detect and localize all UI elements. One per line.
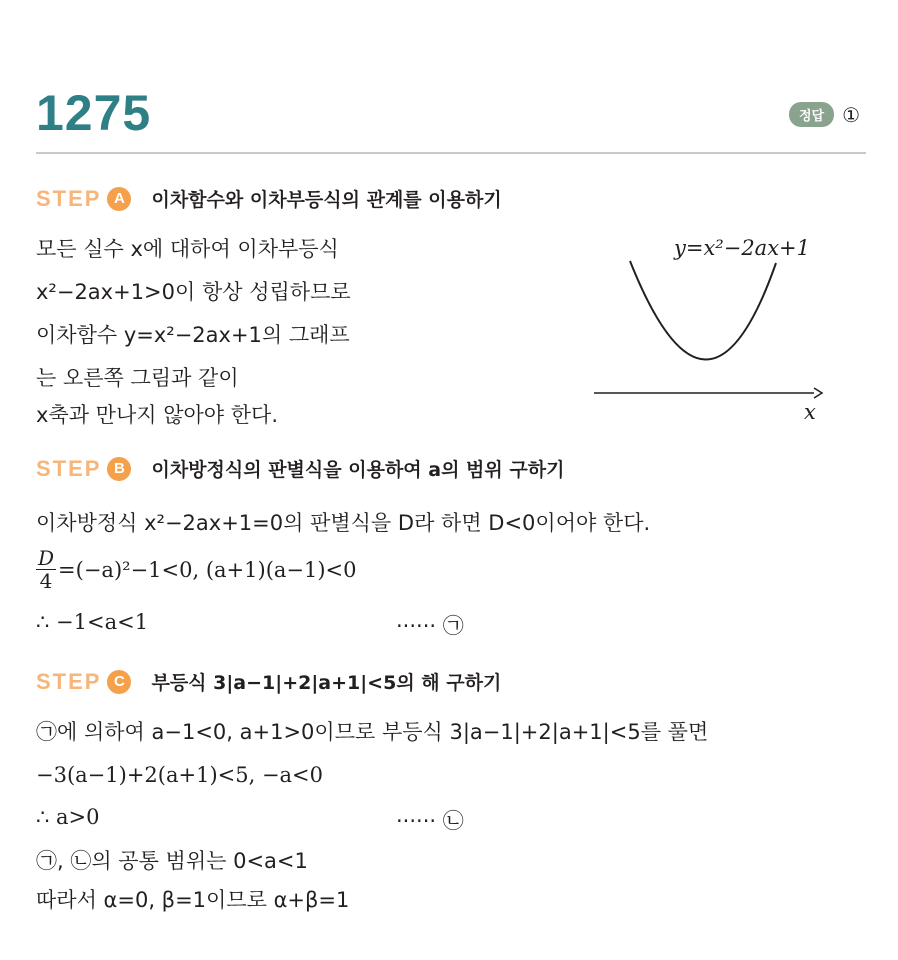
step-c-line-2: −3(a−1)+2(a+1)<5, −a<0 <box>36 763 324 787</box>
step-b-badge: B <box>107 457 131 481</box>
step-c-header <box>36 668 501 695</box>
step-b-line-2-text: =(−a)²−1<0, (a+1)(a−1)<0 <box>58 557 357 582</box>
step-b-line-1: 이차방정식 x²−2ax+1=0의 판별식을 D라 하면 D<0이어야 한다. <box>36 511 651 535</box>
step-a-word: STEP <box>36 185 102 211</box>
step-b-tag: ······ ㉠ <box>396 614 464 638</box>
parabola-curve <box>630 261 776 360</box>
answer-area <box>789 102 860 127</box>
answer-value: ① <box>842 102 860 127</box>
x-axis-arrow-icon <box>814 388 822 398</box>
step-c-line-1: ㉠에 의하여 a−1<0, a+1>0이므로 부등식 3|a−1|+2|a+1|<5를 풀면 <box>36 720 709 744</box>
step-c-line-5: 따라서 α=0, β=1이므로 α+β=1 <box>36 888 350 912</box>
step-b-header <box>36 455 564 482</box>
step-c-line-3: ∴ a>0 <box>36 805 100 829</box>
step-c-tag: ······ ㉡ <box>396 809 464 833</box>
step-a-title: 이차함수와 이차부등식의 관계를 이용하기 <box>151 189 502 211</box>
step-c-word: STEP <box>36 668 102 694</box>
graph-curve-label: y=x²−2ax+1 <box>674 236 810 260</box>
problem-number: 1275 <box>36 85 152 141</box>
step-a-line-3: 이차함수 y=x²−2ax+1의 그래프 <box>36 323 350 347</box>
answer-badge: 정답 <box>789 102 834 127</box>
step-a-badge: A <box>107 187 131 211</box>
fraction-denominator: 4 <box>39 569 53 593</box>
step-a-line-2: x²−2ax+1>0이 항상 성립하므로 <box>36 280 351 304</box>
step-c-badge: C <box>107 670 131 694</box>
step-b-line-3: ∴ −1<a<1 <box>36 610 149 634</box>
step-b-word: STEP <box>36 455 102 481</box>
step-b-line-2 <box>36 547 357 592</box>
discriminant-fraction <box>36 547 56 592</box>
header-divider <box>36 152 866 154</box>
step-c-line-4: ㉠, ㉡의 공통 범위는 0<a<1 <box>36 849 308 873</box>
step-c-title: 부등식 3|a−1|+2|a+1|<5의 해 구하기 <box>151 672 502 694</box>
parabola-graph <box>580 225 870 425</box>
fraction-numerator: D <box>38 546 55 570</box>
step-a-header <box>36 185 502 212</box>
x-axis-label: x <box>804 400 816 424</box>
step-a-line-4: 는 오른쪽 그림과 같이 <box>36 366 239 390</box>
step-a-line-5: x축과 만나지 않아야 한다. <box>36 403 278 427</box>
step-b-title: 이차방정식의 판별식을 이용하여 a의 범위 구하기 <box>151 459 565 481</box>
step-a-line-1: 모든 실수 x에 대하여 이차부등식 <box>36 237 339 261</box>
